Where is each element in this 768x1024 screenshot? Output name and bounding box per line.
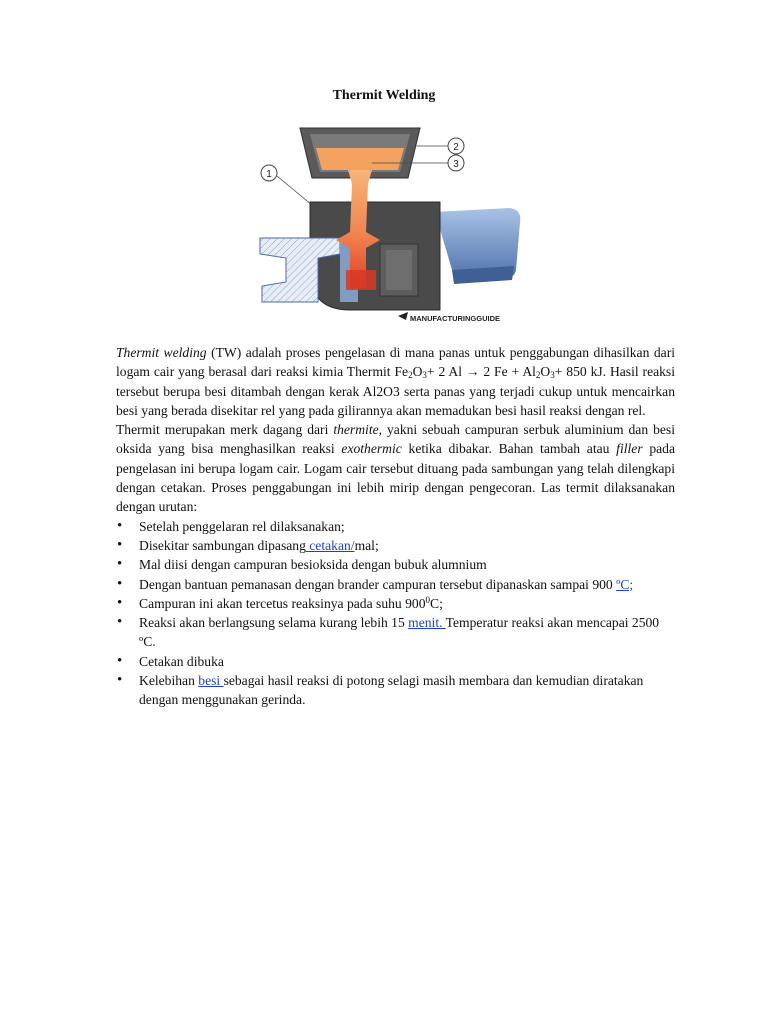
list-item: • Campuran ini akan tercetus reaksinya pada suhu $900^0C$;	[116, 594, 675, 613]
molten-charge	[316, 148, 404, 170]
svg-text:2: 2	[453, 142, 459, 153]
list-item: • Disekitar sambungan dipasang cetakan/mal;	[116, 536, 675, 555]
link-celsius[interactable]: ºC;	[616, 576, 634, 592]
svg-text:3: 3	[453, 159, 459, 170]
link-cetakan[interactable]: cetakan/	[305, 537, 355, 553]
link-menit[interactable]: menit.	[408, 615, 446, 631]
list-item: • Cetakan dibuka	[116, 652, 675, 671]
figure-credit: MANUFACTURINGGUIDE	[410, 314, 500, 323]
crucible-mold-diagram	[240, 120, 530, 332]
link-besi[interactable]: besi	[198, 673, 224, 689]
list-item: • Setelah penggelaran rel dilaksanakan;	[116, 517, 675, 536]
manufacturing-guide-logo	[398, 312, 408, 320]
paragraph-thermite: Thermit merupakan merk dagang dari thermite, yakni sebuah campuran serbuk aluminium dan besi oksida yang bisa menghasilkan reaksi exothermic ketika dibakar. Bahan tambah atau filler pada pengelasan ini berupa logam cair. Logam cair tersebut dituang pada sambungan yang telah dilengkapi dengan cetakan. Proses penggabungan ini lebih mirip dengan pengecoran. Las termit dilaksanakan dengan urutan:	[116, 422, 675, 515]
procedure-list	[116, 517, 675, 710]
thermit-welding-illustration	[240, 120, 530, 332]
list-item: • Reaksi akan berlangsung selama kurang lebih 15 menit. Temperatur reaksi akan mencapai 2500 ºC.	[116, 613, 675, 652]
list-item: • Dengan bantuan pemanasan dengan brander campuran tersebut dipanaskan sampai 900 ºC;	[116, 575, 675, 594]
svg-text:1: 1	[266, 169, 272, 180]
paragraph-intro: Thermit welding (TW) adalah proses pengelasan di mana panas untuk penggabungan dihasilkan dari logam cair yang berasal dari reaksi kimia Thermit $Fe_2O_3+ 2$ Al → 2 $Fe + Al_2O_3+ 850$ kJ. Hasil reaksi tersebut berupa besi ditambah dengan kerak Al2O3 serta panas yang terjadi cukup untuk mencairkan besi yang berada disekitar rel yang pada gilirannya akan memadukan besi hasil reaksi dengan rel.	[116, 345, 675, 418]
list-item: • Mal diisi dengan campuran besioksida dengan bubuk alumnium	[116, 555, 675, 574]
list-item: • Kelebihan besi sebagai hasil reaksi di potong selagi masih membara dan kemudian diratakan dengan menggunakan gerinda.	[116, 671, 675, 710]
document-body	[116, 343, 675, 710]
document-title: Thermit Welding	[332, 88, 436, 103]
